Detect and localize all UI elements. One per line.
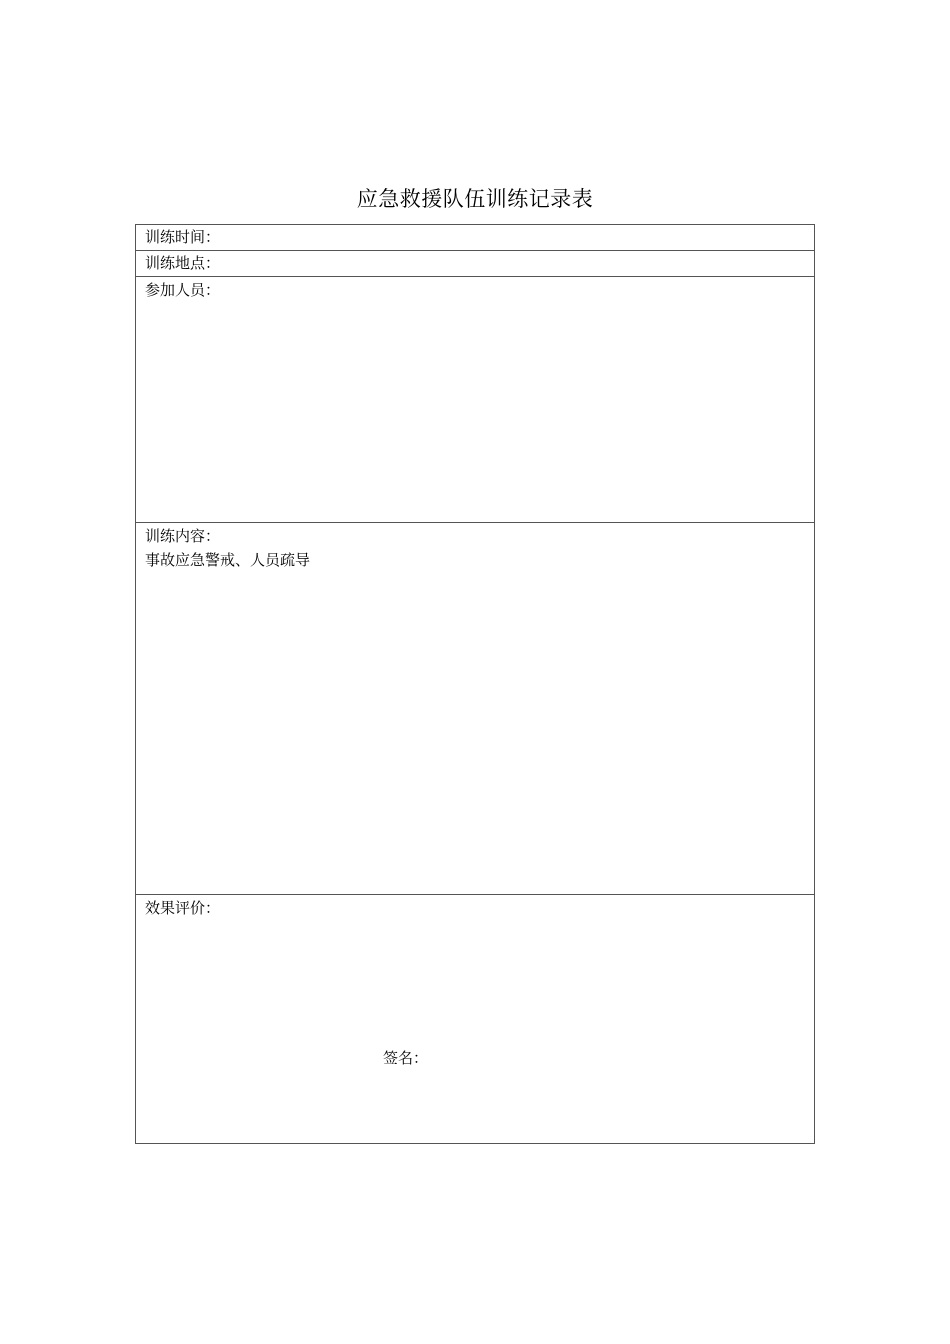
training-content-label: 训练内容： (145, 527, 221, 545)
row-participants (136, 277, 814, 523)
signature-label: 签名： (383, 1049, 429, 1067)
evaluation-label: 效果评价： (145, 899, 221, 917)
participants-label: 参加人员： (145, 281, 221, 299)
training-time-label: 训练时间： (145, 228, 221, 246)
document-title: 应急救援队伍训练记录表 (356, 187, 594, 211)
training-location-label: 训练地点： (145, 254, 221, 272)
row-evaluation (136, 895, 814, 1143)
row-training-time (136, 225, 814, 251)
training-record-table (135, 224, 815, 1144)
row-training-content (136, 523, 814, 895)
row-training-location (136, 251, 814, 277)
training-content-value: 事故应急警戒、人员疏导 (145, 551, 311, 569)
